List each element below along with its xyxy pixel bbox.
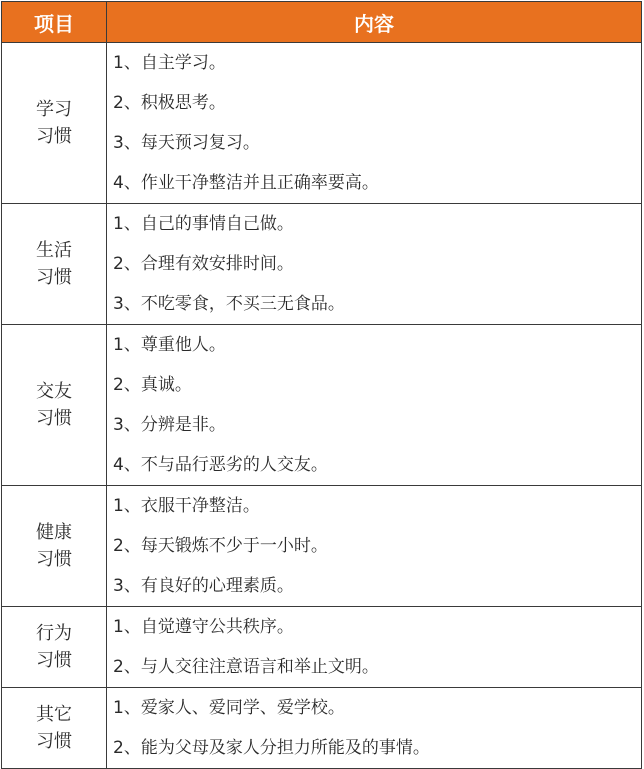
content-cell	[107, 204, 642, 325]
category-label-line2: 习惯	[36, 126, 72, 147]
category-cell	[2, 204, 107, 325]
list-item: 1、自主学习。	[113, 53, 226, 73]
table-row-other	[2, 688, 642, 769]
list-item: 4、不与品行恶劣的人交友。	[113, 455, 328, 475]
list-item: 3、有良好的心理素质。	[113, 576, 294, 596]
list-item: 2、真诚。	[113, 375, 192, 395]
table-row-health	[2, 486, 642, 607]
list-item: 1、爱家人、爱同学、爱学校。	[113, 698, 345, 718]
list-item: 2、每天锻炼不少于一小时。	[113, 536, 328, 556]
category-label-line1: 交友	[36, 381, 72, 402]
content-cell	[107, 607, 642, 688]
list-item: 3、不吃零食，不买三无食品。	[113, 294, 345, 314]
list-item: 3、每天预习复习。	[113, 133, 260, 153]
list-item: 1、尊重他人。	[113, 335, 226, 355]
category-cell	[2, 688, 107, 769]
category-label-line2: 习惯	[36, 267, 72, 288]
content-cell	[107, 486, 642, 607]
list-item: 1、衣服干净整洁。	[113, 496, 260, 516]
category-cell	[2, 325, 107, 486]
list-item: 2、合理有效安排时间。	[113, 254, 294, 274]
category-label-line2: 习惯	[36, 650, 72, 671]
list-item: 2、与人交往注意语言和举止文明。	[113, 657, 379, 677]
list-item: 2、积极思考。	[113, 93, 226, 113]
list-item: 1、自己的事情自己做。	[113, 214, 294, 234]
table-row-study	[2, 43, 642, 204]
category-label-line2: 习惯	[36, 549, 72, 570]
list-item: 3、分辨是非。	[113, 415, 226, 435]
category-label-line1: 学习	[36, 99, 72, 120]
category-label-line2: 习惯	[36, 408, 72, 429]
category-label-line1: 健康	[36, 522, 72, 543]
table-row-life	[2, 204, 642, 325]
table-row-friendship	[2, 325, 642, 486]
content-cell	[107, 325, 642, 486]
habits-table	[1, 1, 642, 769]
category-cell	[2, 607, 107, 688]
table-row-behavior	[2, 607, 642, 688]
category-cell	[2, 486, 107, 607]
header-row	[2, 2, 642, 43]
category-label-line1: 其它	[36, 704, 72, 725]
list-item: 4、作业干净整洁并且正确率要高。	[113, 173, 379, 193]
header-item: 项目	[2, 2, 107, 43]
category-label-line1: 生活	[36, 240, 72, 261]
content-cell	[107, 688, 642, 769]
list-item: 2、能为父母及家人分担力所能及的事情。	[113, 738, 430, 758]
content-cell	[107, 43, 642, 204]
category-label-line1: 行为	[36, 623, 72, 644]
header-content: 内容	[107, 2, 642, 43]
category-label-line2: 习惯	[36, 731, 72, 752]
category-cell	[2, 43, 107, 204]
list-item: 1、自觉遵守公共秩序。	[113, 617, 294, 637]
